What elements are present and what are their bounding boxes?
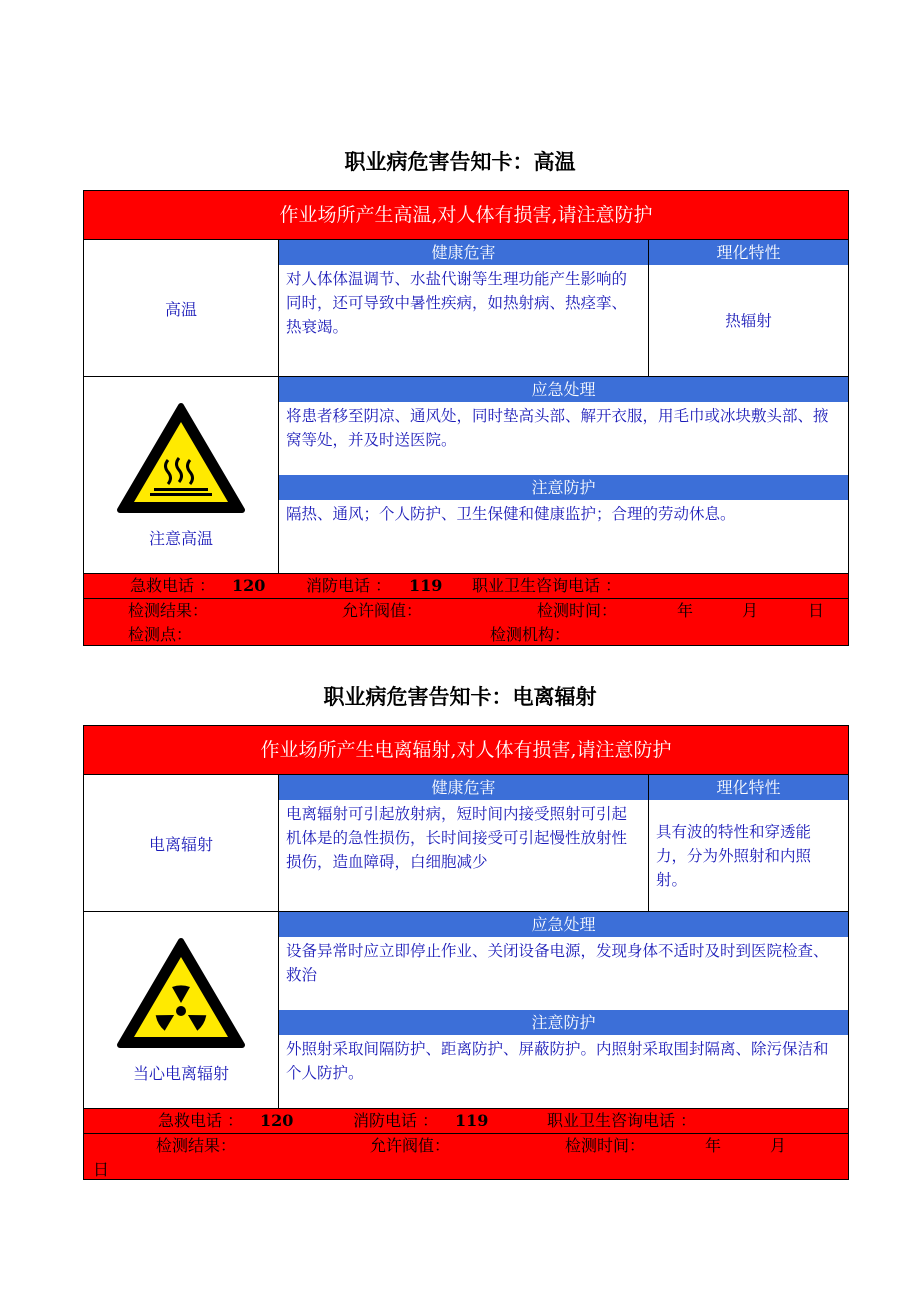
health-hazard-header: 健康危害: [279, 240, 648, 265]
result-label: 检测结果：: [128, 601, 209, 620]
health-hazard-header: 健康危害: [279, 775, 648, 800]
warning-banner: 作业场所产生高温,对人体有损害,请注意防护: [84, 191, 848, 240]
consult-label: 职业卫生咨询电话 ：: [547, 1111, 697, 1130]
properties-header: 理化特性: [649, 240, 848, 265]
limit-label: 允许阀值：: [342, 601, 423, 620]
hazard-name-text: 电离辐射: [148, 834, 213, 854]
health-hazard-text: 电离辐射可引起放射病，短时间内接受照射可引起机体是的急性损伤，长时间接受可引起慢性放射性损伤，造血障碍，白细胞减少: [286, 805, 628, 871]
time-label: 检测时间：: [565, 1136, 646, 1155]
year-label: 年: [677, 601, 694, 620]
hot-surface-warning-icon: [116, 402, 246, 516]
result-label: 检测结果：: [156, 1136, 237, 1155]
month-label: 月: [770, 1136, 787, 1155]
emergency-header: 应急处理: [279, 912, 848, 937]
warning-banner: 作业场所产生电离辐射,对人体有损害,请注意防护: [84, 726, 848, 775]
fire-label: 消防电话 ：: [306, 576, 392, 595]
properties-text: 热辐射: [725, 311, 772, 330]
sign-label: 当心电离辐射: [132, 1063, 229, 1083]
protection-text: 隔热、通风；个人防护、卫生保健和健康监护；合理的劳动休息。: [286, 505, 736, 523]
protection-header: 注意防护: [279, 1010, 848, 1035]
warning-sign-cell: [84, 912, 279, 1108]
first-aid-number: 120: [260, 1111, 294, 1130]
warning-sign-cell: [84, 377, 279, 573]
day-label: 日: [808, 601, 825, 620]
sign-label: 注意高温: [148, 528, 213, 548]
health-hazard-text: 对人体体温调节、水盐代谢等生理功能产生影响的同时，还可导致中暑性疾病，如热射病、热痉挛、热衰竭。: [286, 270, 628, 336]
card-title: 职业病危害告知卡：电离辐射: [323, 685, 597, 709]
first-aid-label: 急救电话 ：: [158, 1111, 244, 1130]
hazard-name: [84, 775, 279, 911]
card-title: 职业病危害告知卡：高温: [344, 150, 576, 174]
fire-label: 消防电话 ：: [353, 1111, 439, 1130]
radiation-warning-icon: [116, 937, 246, 1051]
hazard-card-heat: [83, 190, 849, 646]
emergency-text: 设备异常时应立即停止作业、关闭设备电源，发现身体不适时及时到医院检查、救治: [286, 942, 829, 984]
consult-label: 职业卫生咨询电话 ：: [472, 576, 622, 595]
month-label: 月: [742, 601, 759, 620]
protection-text: 外照射采取间隔防护、距离防护、屏蔽防护。内照射采取围封隔离、除污保洁和个人防护。: [286, 1040, 829, 1082]
properties-text: 具有波的特性和穿透能力，分为外照射和内照射。: [656, 822, 812, 889]
hazard-name: [84, 240, 279, 376]
first-aid-label: 急救电话 ：: [130, 576, 216, 595]
card-footer: [84, 1109, 848, 1180]
card-footer: [84, 574, 848, 646]
point-label: 检测点：: [128, 625, 193, 644]
day-label: 日: [93, 1160, 110, 1179]
emergency-header: 应急处理: [279, 377, 848, 402]
first-aid-number: 120: [232, 576, 266, 595]
emergency-text: 将患者移至阴凉、通风处，同时垫高头部、解开衣服，用毛巾或冰块敷头部、掖窝等处，并及时送医院。: [286, 407, 829, 449]
hazard-card-radiation: [83, 725, 849, 1180]
fire-number: 119: [409, 576, 443, 595]
protection-header: 注意防护: [279, 475, 848, 500]
properties-header: 理化特性: [649, 775, 848, 800]
year-label: 年: [705, 1136, 722, 1155]
time-label: 检测时间：: [537, 601, 618, 620]
fire-number: 119: [455, 1111, 489, 1130]
agency-label: 检测机构：: [490, 625, 571, 644]
hazard-name-text: 高温: [164, 299, 197, 319]
limit-label: 允许阀值：: [370, 1136, 451, 1155]
